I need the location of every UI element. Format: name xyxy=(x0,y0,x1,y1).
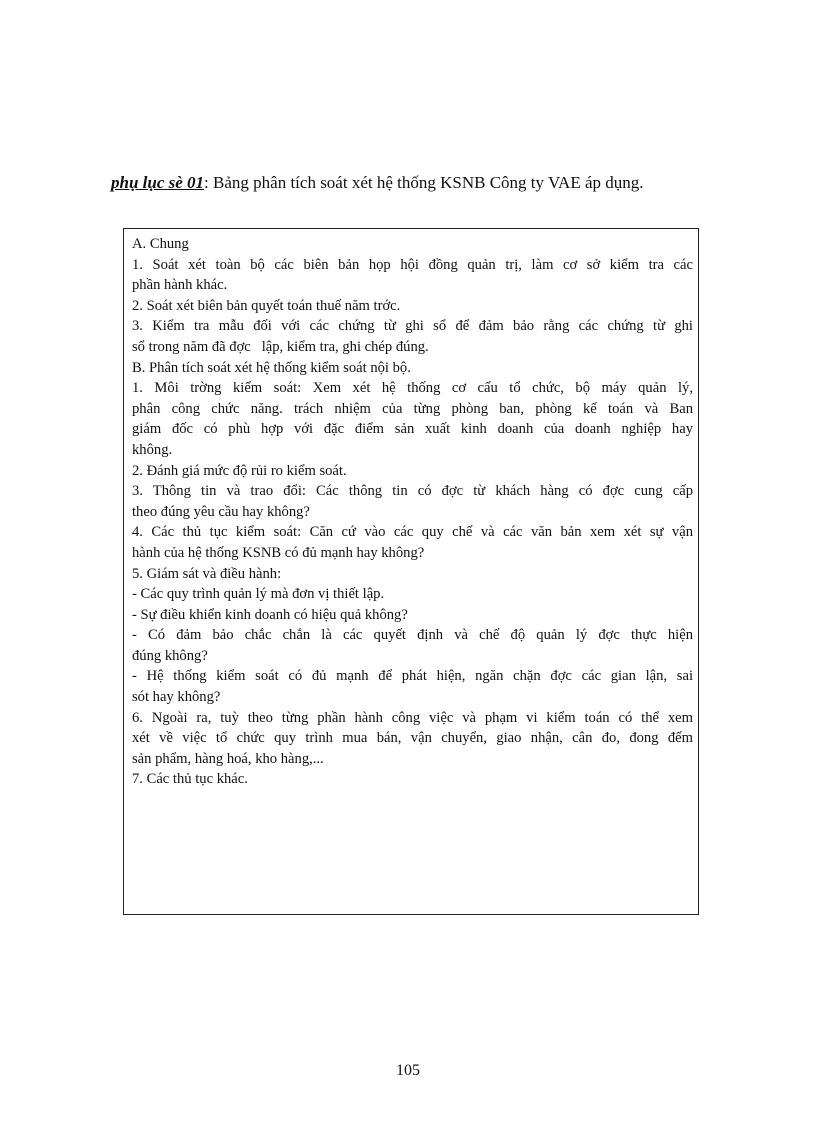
content-line: 7. Các thủ tục khác. xyxy=(132,771,248,788)
content-line: giám đốc có phù hợp với đặc điểm sản xuất kinh doanh của doanh nghiệp hay xyxy=(132,421,693,438)
content-line: 2. Đánh giá mức độ rủi ro kiểm soát. xyxy=(132,462,347,479)
content-line: phân công chức năng. trách nhiệm của từng phòng ban, phòng kế toán và Ban xyxy=(132,400,693,417)
content-line: A. Chung xyxy=(132,236,189,252)
content-line: - Các quy trình quản lý mà đơn vị thiết lập. xyxy=(132,586,385,603)
appendix-reference: phụ lục sè 01 xyxy=(111,173,205,192)
content-line: B. Phân tích soát xét hệ thống kiểm soát nội bộ. xyxy=(132,359,411,376)
content-line: 6. Ngoài ra, tuỳ theo từng phần hành công việc và phạm vi kiểm toán có thể xem xyxy=(132,709,693,726)
content-line: 1. Môi trờng kiểm soát: Xem xét hệ thống cơ cấu tổ chức, bộ máy quản lý, xyxy=(132,380,693,397)
page-heading xyxy=(111,172,751,194)
content-line: sổ trong năm đã đợc lập, kiểm tra, ghi chép đúng. xyxy=(132,338,429,355)
content-line: - Sự điều khiển kinh doanh có hiệu quả không? xyxy=(132,606,408,623)
content-line: 3. Kiểm tra mẫu đối với các chứng từ ghi sổ để đảm bảo rằng các chứng từ ghi xyxy=(132,318,693,335)
content-line: 2. Soát xét biên bản quyết toán thuế năm trớc. xyxy=(132,297,401,314)
content-line: - Hệ thống kiểm soát có đủ mạnh để phát hiện, ngăn chặn đợc các gian lận, sai xyxy=(132,668,693,685)
content-line: 5. Giám sát và điều hành: xyxy=(132,565,282,582)
content-box xyxy=(123,228,699,915)
heading-text: : Bảng phân tích soát xét hệ thống KSNB Công ty VAE áp dụng. xyxy=(204,173,644,192)
content-line: đúng không? xyxy=(132,647,208,664)
content-line: sản phẩm, hàng hoá, kho hàng,... xyxy=(132,750,324,767)
content-line: xét về việc tổ chức quy trình mua bán, vận chuyển, giao nhận, cân đo, đong đếm xyxy=(132,730,693,747)
content-line: không. xyxy=(132,441,173,458)
content-line: - Có đảm bảo chắc chắn là các quyết định và chế độ quản lý đợc thực hiện xyxy=(132,627,693,644)
content-line: phần hành khác. xyxy=(132,277,228,294)
content-line: 3. Thông tin và trao đổi: Các thông tin có đợc từ khách hàng có đợc cung cấp xyxy=(132,483,693,500)
content-line: hành của hệ thống KSNB có đủ mạnh hay không? xyxy=(132,544,425,561)
content-line: theo đúng yêu cầu hay không? xyxy=(132,503,310,520)
content-text xyxy=(132,234,693,790)
content-line: 4. Các thủ tục kiểm soát: Căn cứ vào các quy chế và các văn bản xem xét sự vận xyxy=(132,524,693,541)
page-number: 105 xyxy=(396,1062,420,1079)
content-line: sót hay không? xyxy=(132,689,221,706)
content-line: 1. Soát xét toàn bộ các biên bản họp hội đồng quản trị, làm cơ sở kiểm tra các xyxy=(132,256,693,273)
